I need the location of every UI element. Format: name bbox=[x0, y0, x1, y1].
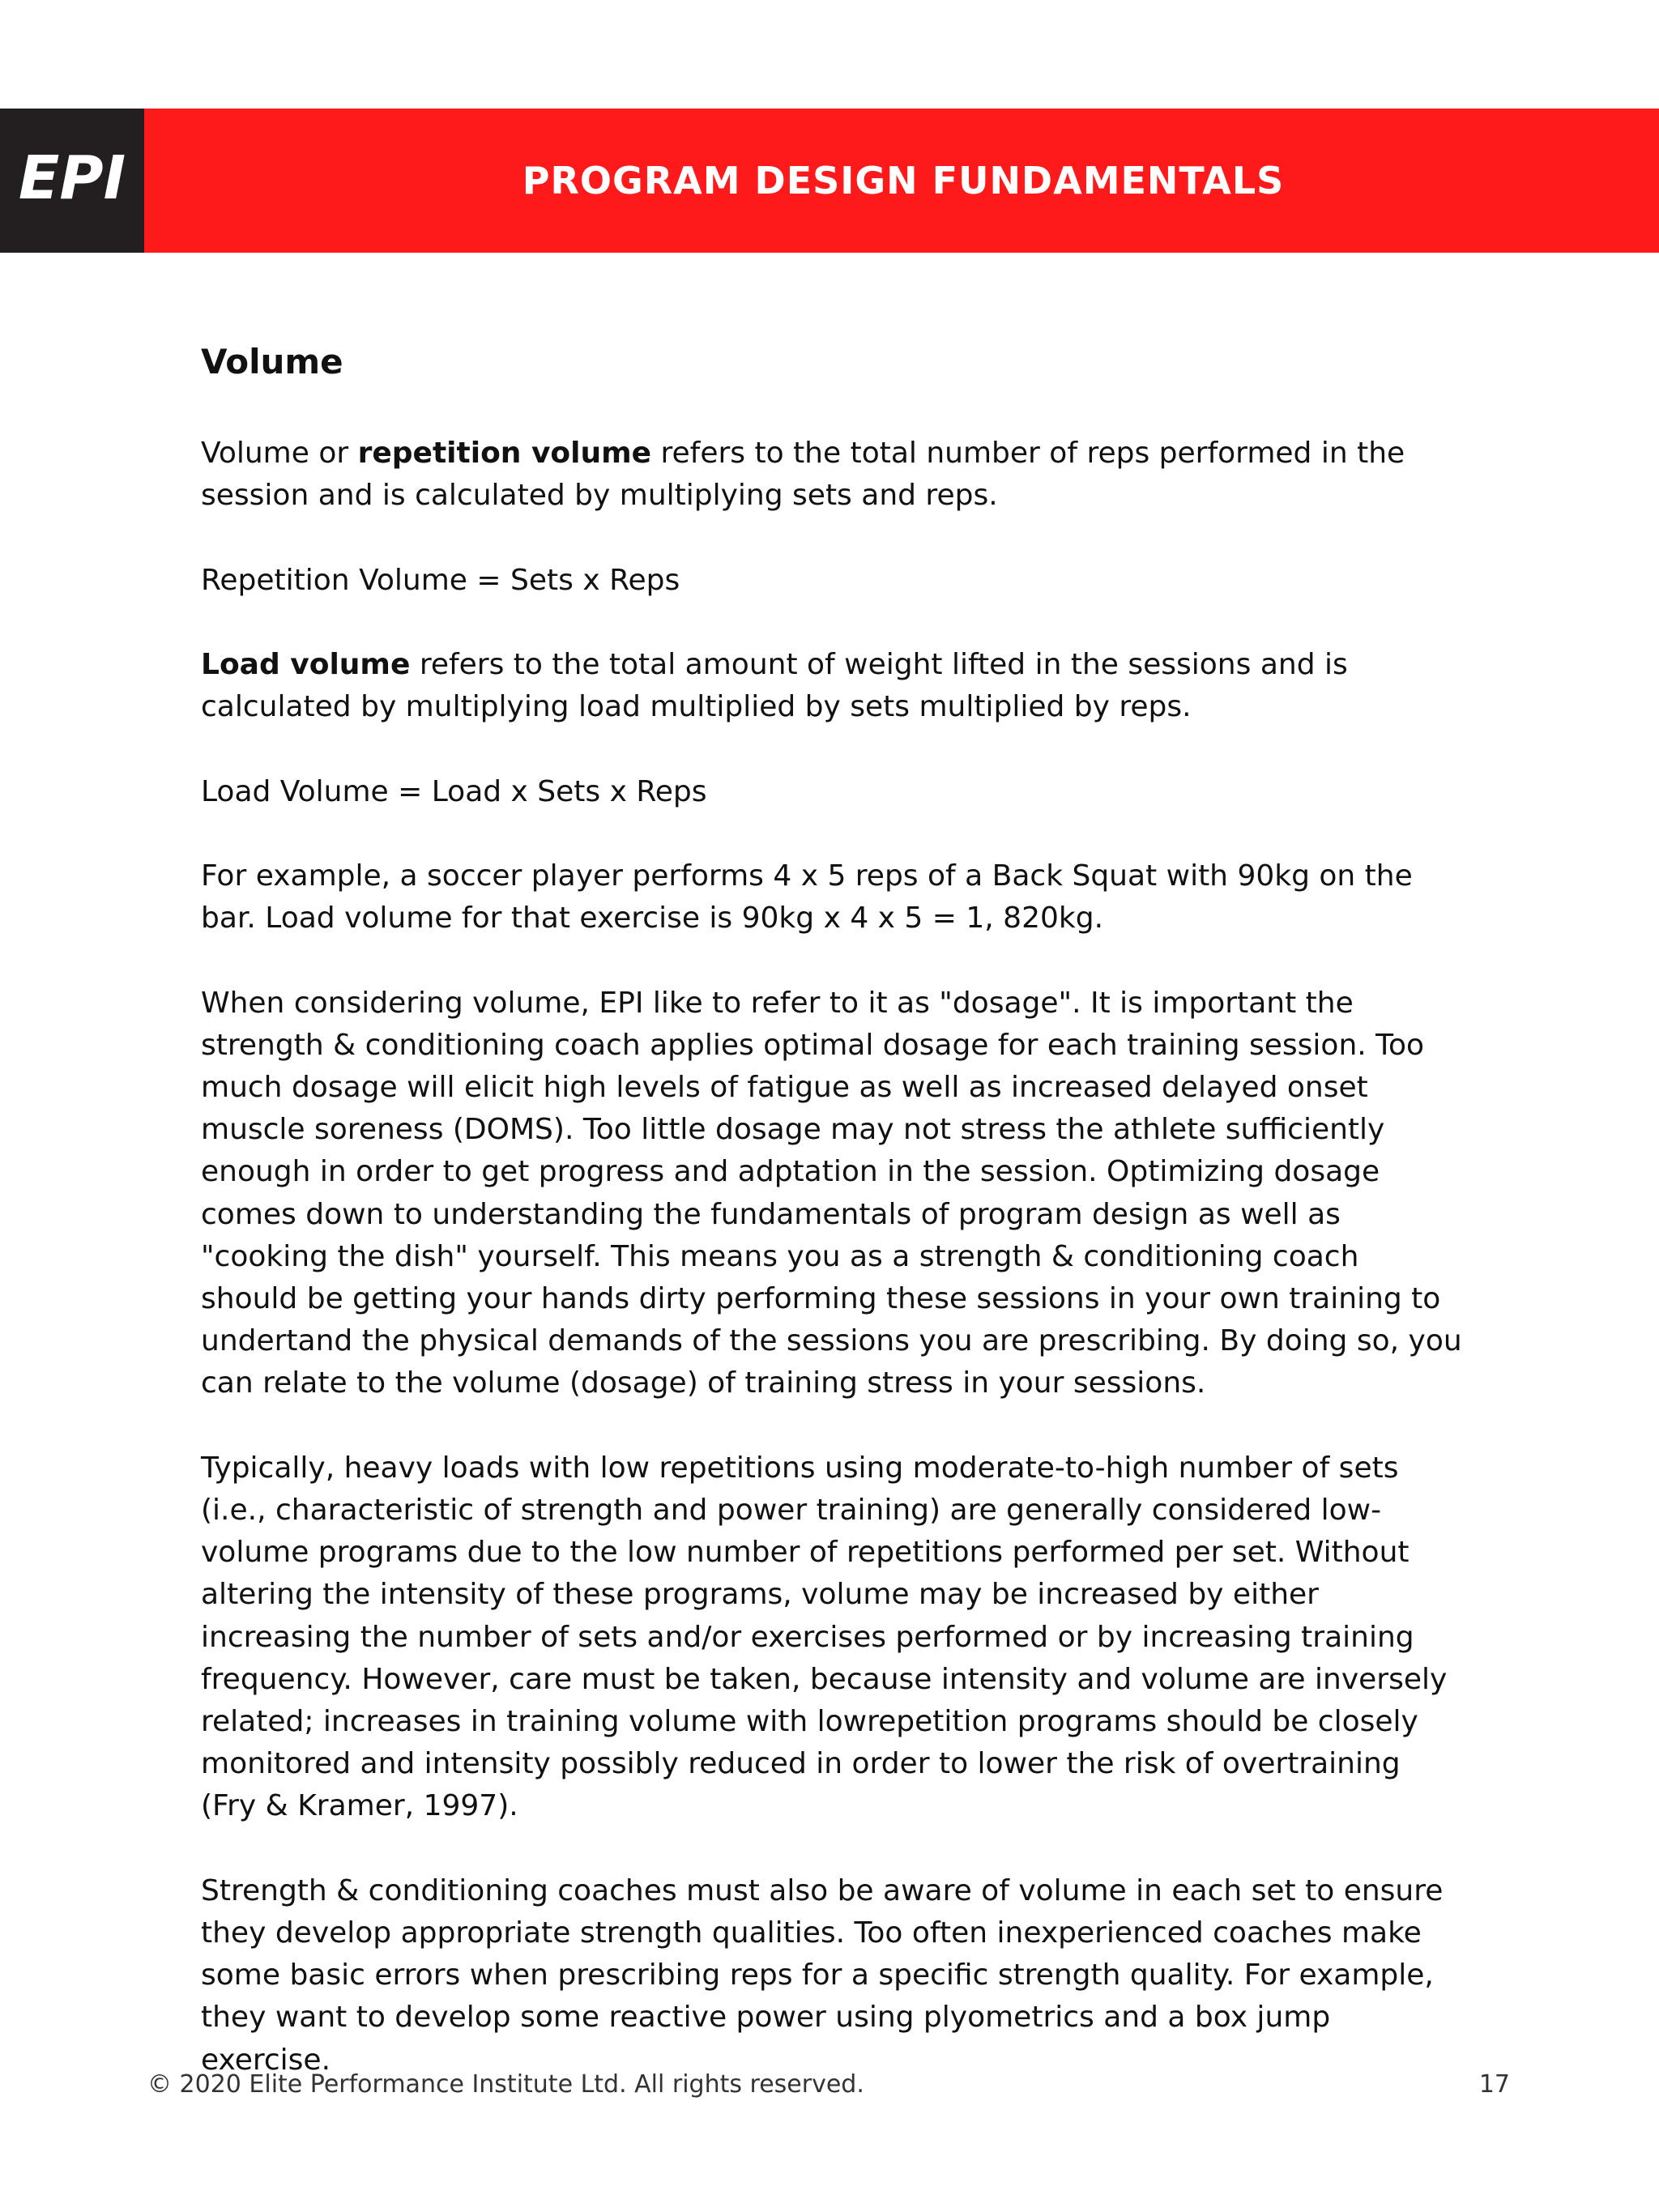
paragraph-dosage: When considering volume, EPI like to refer to it as "dosage". It is important the strength & conditioning coach applies optimal dosage for each training session. Too much dosage will elicit high levels of fatigue as well as increased delayed onset muscle soreness (DOMS). Too little dosage may not stress the athlete sufficiently enough in order to get progress and adptation in the session. Optimizing dosage comes down to understanding the fundamentals of program design as well as "cooking the dish" yourself. This means you as a strength & conditioning coach should be getting your hands dirty performing these sessions in your own training to undertand the physical demands of the sessions you are prescribing. By doing so, you can relate to the volume (dosage) of training stress in your sessions. bbox=[201, 986, 1462, 1400]
section-title: Volume bbox=[201, 342, 343, 381]
paragraph-repetition-volume bbox=[201, 433, 1465, 517]
p1-pre: Volume or bbox=[201, 437, 358, 470]
header-band bbox=[0, 109, 1659, 253]
epi-logo-text: EPI bbox=[18, 148, 126, 213]
p3-bold: Load volume bbox=[201, 647, 411, 681]
header-title: PROGRAM DESIGN FUNDAMENTALS bbox=[522, 159, 1285, 202]
page-number: 17 bbox=[1478, 2070, 1510, 2099]
paragraph-load-volume bbox=[201, 644, 1465, 728]
p1-post: refers to the total number of reps performed in the session and is calculated by multiplying sets and reps. bbox=[201, 437, 1405, 513]
paragraph-example: For example, a soccer player performs 4 x 5 reps of a Back Squat with 90kg on the bar. Load volume for that exercise is 90kg x 4 x 5 = 1, 820kg. bbox=[201, 859, 1413, 936]
epi-logo-mark bbox=[7, 148, 137, 213]
p3-post: refers to the total amount of weight lifted in the sessions and is calculated by multiplying load multiplied by sets multiplied by reps. bbox=[201, 647, 1348, 724]
title-bar bbox=[144, 109, 1659, 253]
formula-repetition-volume: Repetition Volume = Sets x Reps bbox=[201, 563, 680, 597]
footer-copyright: © 2020 Elite Performance Institute Ltd. All rights reserved. bbox=[147, 2070, 864, 2099]
formula-load-volume: Load Volume = Load x Sets x Reps bbox=[201, 774, 707, 808]
p1-bold: repetition volume bbox=[357, 437, 652, 470]
epi-logo bbox=[0, 109, 144, 253]
document-content bbox=[201, 334, 1465, 2124]
paragraph-typically: Typically, heavy loads with low repetitions using moderate-to-high number of sets (i.e., characteristic of strength and power training) are generally considered low-volume programs due to the low number of repetitions performed per set. Without altering the intensity of these programs, volume may be increased by either increasing the number of sets and/or exercises performed or by increasing training frequency. However, care must be taken, because intensity and volume are inversely related; increases in training volume with lowrepetition programs should be closely monitored and intensity possibly reduced in order to lower the risk of overtraining (Fry & Kramer, 1997). bbox=[201, 1451, 1448, 1823]
paragraph-set-volume: Strength & conditioning coaches must also be aware of volume in each set to ensure they develop appropriate strength qualities. Too often inexperienced coaches make some basic errors when prescribing reps for a specific strength quality. For example, they want to develop some reactive power using plyometrics and a box jump exercise. bbox=[201, 1873, 1444, 2077]
